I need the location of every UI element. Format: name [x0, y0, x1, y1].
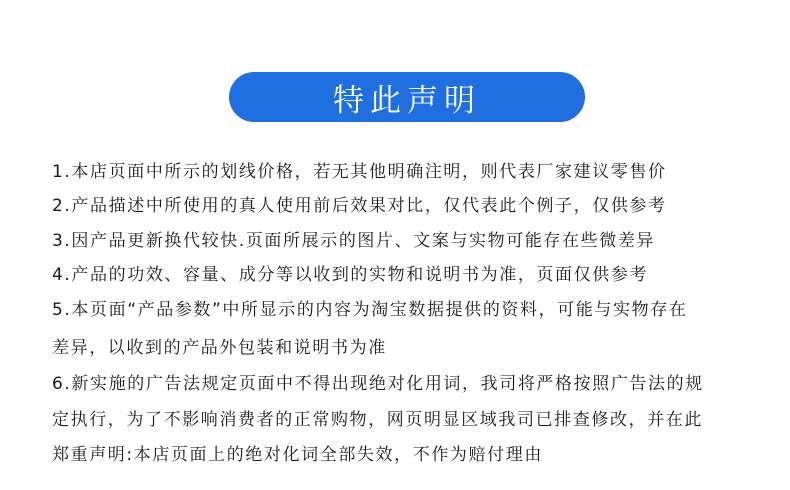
page-title: 特此声明: [333, 82, 481, 119]
title-banner: [229, 72, 585, 122]
notice-1-line-1: 1.本店页面中所示的划线价格，若无其他明确注明，则代表厂家建议零售价: [52, 162, 667, 182]
notice-2-line-1: 2.产品描述中所使用的真人使用前后效果对比，仅代表此个例子，仅供参考: [52, 196, 667, 216]
notice-6-line-3: 郑重声明:本店页面上的绝对化词全部失效，不作为赔付理由: [52, 445, 543, 465]
notice-6-line-1: 6.新实施的广告法规定页面中不得出现绝对化用词，我司将严格按照广告法的规: [52, 374, 704, 394]
notice-5-line-1: 5.本页面“产品参数”中所显示的内容为淘宝数据提供的资料，可能与实物存在: [52, 300, 688, 320]
notice-3-line-1: 3.因产品更新换代较快.页面所展示的图片、文案与实物可能存在些微差异: [52, 231, 656, 251]
notice-4-line-1: 4.产品的功效、容量、成分等以收到的实物和说明书为准，页面仅供参考: [52, 265, 649, 285]
notice-6-line-2: 定执行，为了不影响消费者的正常购物，网页明显区域我司已排查修改，并在此: [52, 410, 703, 430]
notice-5-line-2: 差异，以收到的产品外包装和说明书为准: [52, 338, 387, 358]
